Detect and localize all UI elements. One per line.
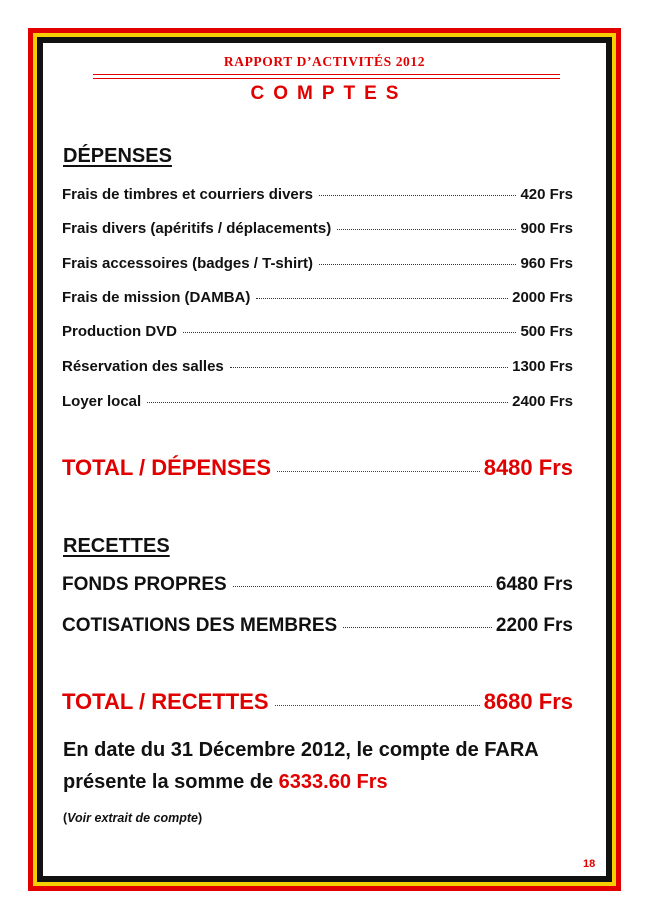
statement-note	[63, 811, 202, 825]
depense-label: Réservation des salles	[62, 358, 224, 375]
depense-amount: 420 Frs	[520, 186, 573, 203]
depense-row	[62, 255, 573, 272]
balance-line-1: En date du 31 Décembre 2012, le compte de FARA	[63, 739, 539, 761]
balance-statement	[63, 734, 583, 798]
balance-amount: 6333.60 Frs	[278, 771, 388, 793]
dot-leader	[337, 229, 516, 230]
note-open: (	[63, 811, 68, 825]
balance-line-2-text: présente la somme de	[63, 771, 279, 793]
total-depenses-row	[62, 455, 573, 481]
depense-row	[62, 393, 573, 410]
dot-leader	[147, 402, 508, 403]
recette-amount: 2200 Frs	[495, 615, 573, 636]
title-rule-top	[93, 74, 560, 75]
dot-leader	[277, 471, 480, 472]
balance-line-2	[63, 766, 583, 798]
depense-amount: 2000 Frs	[512, 289, 573, 306]
note-text: Voir extrait de compte	[67, 811, 198, 825]
section-title: COMPTES	[250, 83, 408, 104]
recette-label: FONDS PROPRES	[62, 574, 227, 595]
title-rule-bottom	[93, 78, 560, 79]
depense-label: Frais de timbres et courriers divers	[62, 186, 313, 203]
depense-label: Loyer local	[62, 393, 142, 410]
recette-row	[62, 574, 573, 596]
depense-row	[62, 289, 573, 306]
dot-leader	[183, 332, 516, 333]
depense-label: Frais divers (apéritifs / déplacements)	[62, 220, 332, 237]
dot-leader	[230, 367, 508, 368]
depense-row	[62, 358, 573, 375]
dot-leader	[319, 195, 517, 196]
dot-leader	[233, 586, 492, 587]
total-recettes-label: TOTAL / RECETTES	[62, 689, 269, 714]
depense-amount: 900 Frs	[520, 220, 573, 237]
depense-label: Frais de mission (DAMBA)	[62, 289, 251, 306]
total-recettes-row	[62, 689, 573, 715]
recettes-heading: RECETTES	[63, 535, 170, 557]
total-depenses-amount: 8480 Frs	[483, 455, 573, 480]
note-close: )	[198, 811, 203, 825]
page-number: 18	[583, 858, 596, 870]
total-recettes-amount: 8680 Frs	[483, 689, 573, 714]
total-depenses-label: TOTAL / DÉPENSES	[62, 455, 272, 480]
depense-row	[62, 220, 573, 237]
depense-amount: 2400 Frs	[512, 393, 573, 410]
dot-leader	[343, 627, 492, 628]
report-title: RAPPORT D’ACTIVITÉS 2012	[223, 54, 426, 69]
page-content	[43, 43, 606, 876]
depenses-heading: DÉPENSES	[63, 145, 172, 167]
depense-row	[62, 323, 573, 340]
depense-amount: 1300 Frs	[512, 358, 573, 375]
depense-label: Frais accessoires (badges / T-shirt)	[62, 255, 313, 272]
recette-label: COTISATIONS DES MEMBRES	[62, 615, 338, 636]
depense-amount: 500 Frs	[520, 323, 573, 340]
depense-row	[62, 186, 573, 203]
dot-leader	[275, 705, 480, 706]
depense-label: Production DVD	[62, 323, 177, 340]
dot-leader	[319, 264, 517, 265]
recette-amount: 6480 Frs	[495, 574, 573, 595]
dot-leader	[256, 298, 508, 299]
depense-amount: 960 Frs	[520, 255, 573, 272]
recette-row	[62, 615, 573, 637]
